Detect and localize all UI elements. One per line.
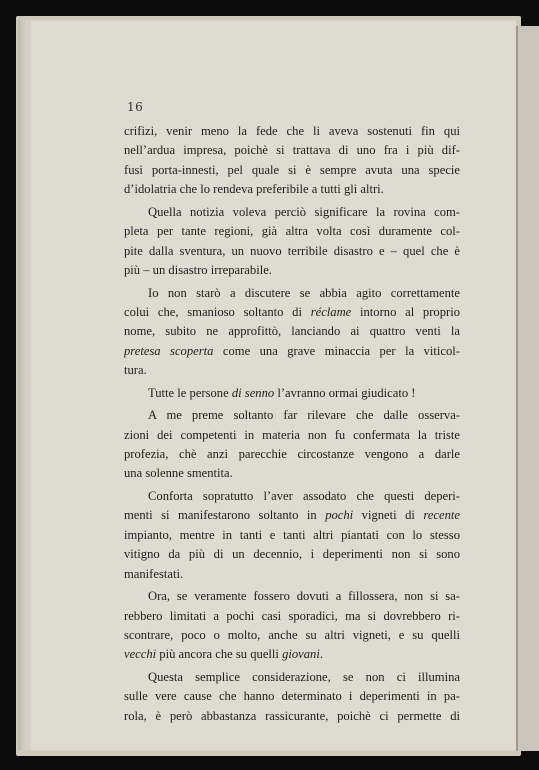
text-run: manifestati. bbox=[124, 566, 184, 581]
text-run: Ora, se veramente fossero dovuti a fillossera, non si sa- bbox=[148, 589, 460, 604]
text-run: Io non starò a discutere se abbia agito correttamente bbox=[148, 285, 460, 300]
text-line bbox=[124, 322, 460, 341]
text-run: Questa semplice considerazione, se non ci illumina bbox=[148, 669, 460, 684]
text-line bbox=[124, 284, 460, 303]
text-line bbox=[124, 645, 460, 664]
text-run: sulle vere cause che hanno determinato i deperimenti in pa- bbox=[124, 689, 460, 704]
text-run: profezia, chè anzi parecchie circostanze vengono a darle bbox=[124, 447, 460, 461]
adjacent-page-edge bbox=[516, 26, 539, 751]
text-line bbox=[124, 406, 460, 425]
text-run: impianto, mentre in tanti e tanti altri piantati con lo stesso bbox=[124, 527, 460, 542]
text-run: . bbox=[319, 647, 323, 662]
paragraph bbox=[124, 587, 460, 665]
text-line bbox=[124, 203, 460, 222]
paragraph bbox=[124, 203, 460, 281]
paragraph bbox=[124, 487, 460, 584]
text-line bbox=[124, 445, 460, 464]
text-line bbox=[124, 303, 460, 322]
text-run: scontrare, poco o molto, anche su altri vigneti, e su quelli bbox=[124, 627, 460, 642]
text-run: una solenne smentita. bbox=[124, 466, 233, 481]
paragraph bbox=[124, 668, 460, 726]
text-line bbox=[124, 342, 460, 361]
text-line bbox=[124, 361, 460, 380]
text-run: fusi porta-innesti, pel quale si è sempre avuta una specie bbox=[124, 162, 460, 177]
text-run: Conforta sopratutto l’aver assodato che questi deperi- bbox=[148, 488, 460, 503]
text-run: A me preme soltanto far rilevare che dalle osserva- bbox=[148, 408, 460, 423]
paragraph bbox=[124, 406, 460, 484]
text-run: rola, è però abbastanza rassicurante, poichè ci permette di bbox=[124, 708, 460, 723]
text-line bbox=[124, 565, 460, 584]
text-run: nell’ardua impresa, poichè si trattava di uno fra i più dif- bbox=[124, 143, 460, 158]
text-run: intorno al proprio bbox=[351, 304, 460, 319]
text-line bbox=[124, 242, 460, 261]
text-line bbox=[124, 668, 460, 687]
text-run: l’avranno ormai giudicato ! bbox=[274, 385, 416, 400]
text-run: Tutte le persone bbox=[148, 385, 232, 400]
text-line bbox=[124, 161, 460, 180]
text-line bbox=[124, 687, 460, 706]
text-run: vigneti di bbox=[353, 508, 424, 523]
italic-term: vecchi bbox=[124, 647, 157, 662]
body-text bbox=[124, 122, 460, 726]
text-run: pite dalla sventura, un nuovo terribile disastro e – quel che è bbox=[124, 243, 460, 258]
text-line bbox=[124, 384, 460, 403]
text-line bbox=[124, 141, 460, 160]
text-line bbox=[124, 426, 460, 445]
text-run: come una grave minaccia per la viticol- bbox=[213, 343, 460, 358]
text-line bbox=[124, 626, 460, 645]
italic-term: pretesa scoperta bbox=[124, 343, 214, 358]
text-run: menti si manifestarono soltanto in bbox=[124, 508, 326, 523]
text-line bbox=[124, 180, 460, 199]
text-line bbox=[124, 222, 460, 241]
text-run: tura. bbox=[124, 363, 147, 378]
text-run: d’idolatria che lo rendeva preferibile a tutti gli altri. bbox=[124, 182, 384, 197]
page-number: 16 bbox=[127, 100, 144, 114]
text-run: Quella notizia voleva perciò significare la rovina com- bbox=[148, 204, 460, 219]
text-run: rebbero limitati a pochi casi sporadici, ma si dovrebbero ri- bbox=[124, 608, 460, 623]
italic-term: pochi bbox=[325, 508, 354, 523]
text-run: colui che, smanioso soltanto di bbox=[124, 304, 311, 319]
paragraph bbox=[124, 122, 460, 200]
text-line bbox=[124, 487, 460, 506]
text-run: pleta per tante regioni, già altra volta così duramente col- bbox=[124, 224, 460, 239]
italic-term: di senno bbox=[231, 385, 275, 400]
text-run: zioni dei competenti in materia non fu confermata la triste bbox=[124, 427, 460, 442]
text-run: vitigno da più di un decennio, i deperimenti non si sono bbox=[124, 547, 460, 562]
page-gutter-edge bbox=[18, 20, 28, 751]
text-line bbox=[124, 545, 460, 564]
text-line bbox=[124, 607, 460, 626]
text-line bbox=[124, 707, 460, 726]
text-line bbox=[124, 122, 460, 141]
italic-term: réclame bbox=[310, 304, 352, 319]
text-line bbox=[124, 261, 460, 280]
text-run: nome, subito ne approfittò, lanciando ai quattro venti la bbox=[124, 324, 460, 339]
text-line bbox=[124, 587, 460, 606]
italic-term: giovani bbox=[282, 647, 320, 662]
text-run: più – un disastro irreparabile. bbox=[124, 263, 272, 278]
text-line bbox=[124, 526, 460, 545]
text-line bbox=[124, 464, 460, 483]
text-line bbox=[124, 506, 460, 525]
paragraph bbox=[124, 284, 460, 381]
text-run: crifizi, venir meno la fede che li aveva sostenuti fin qui bbox=[124, 124, 460, 138]
italic-term: recente bbox=[423, 508, 460, 523]
text-run: più ancora che su quelli bbox=[156, 647, 283, 662]
paragraph bbox=[124, 384, 460, 403]
